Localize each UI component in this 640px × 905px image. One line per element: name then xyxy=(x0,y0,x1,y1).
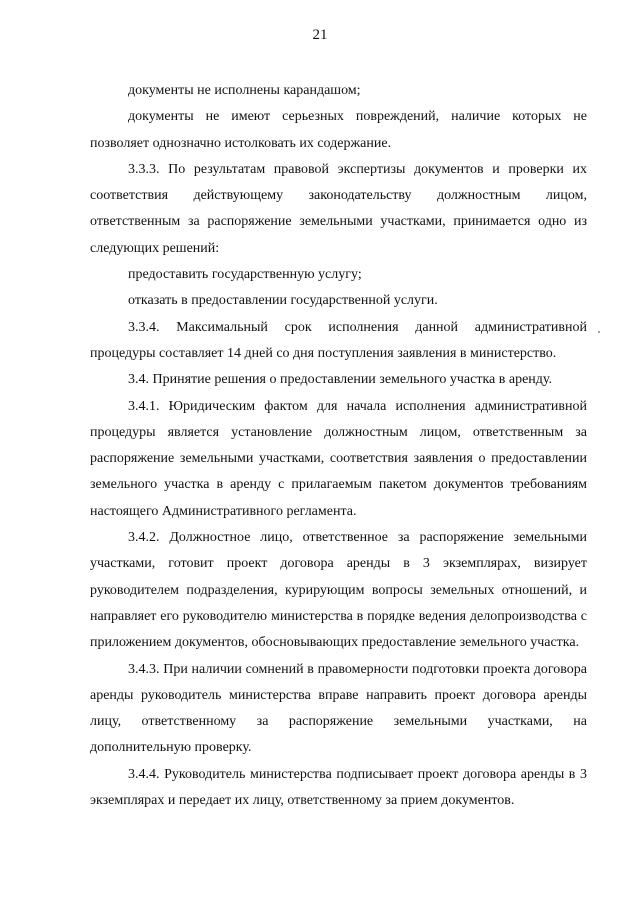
paragraph-3-4-3: 3.4.3. При наличии сомнений в правомерности подготовки проекта договора аренды руководитель министерства вправе направить проект договора аренды лицу, ответственному за распоряжение земельными участками, на дополнительную проверку. xyxy=(90,661,587,756)
document-body xyxy=(90,78,587,814)
paragraph-3-4-2: 3.4.2. Должностное лицо, ответственное за распоряжение земельными участками, готовит проект договора аренды в 3 экземплярах, визирует руководителем подразделения, курирующим вопросы земельных отношений, и направляет его руководителю министерства в порядке ведения делопроизводства с приложением документов, обосновывающих предоставление земельного участка. xyxy=(90,530,587,651)
scan-speck xyxy=(598,331,600,333)
paragraph-item-not-pencil: документы не исполнены карандашом; xyxy=(128,83,361,98)
paragraph-item-no-damage: документы не имеют серьезных повреждений, наличие которых не позволяет однозначно истолковать их содержание. xyxy=(90,109,587,151)
paragraph-3-3-4: 3.3.4. Максимальный срок исполнения данной административной процедуры составляет 14 дней со дня поступления заявления в министерство. xyxy=(90,319,587,361)
paragraph-3-3-3: 3.3.3. По результатам правовой экспертизы документов и проверки их соответствия действующему законодательству должностным лицом, ответственным за распоряжение земельными участками, принимается одно из следующих решений: xyxy=(90,161,587,256)
paragraph-3-4-heading: 3.4. Принятие решения о предоставлении земельного участка в аренду. xyxy=(128,372,553,388)
paragraph-decision-grant: предоставить государственную услугу; xyxy=(128,267,362,283)
paragraph-decision-refuse: отказать в предоставлении государственной услуги. xyxy=(128,293,438,309)
paragraph-3-4-4: 3.4.4. Руководитель министерства подписывает проект договора аренды в 3 экземплярах и передает их лицу, ответственному за прием документов. xyxy=(90,766,587,809)
paragraph-3-4-1: 3.4.1. Юридическим фактом для начала исполнения административной процедуры является установление должностным лицом, ответственным за распоряжение земельными участками, соответствия заявления о предоставлении земельного участка в аренду с прилагаемым пакетом документов требованиям настоящего Административного регламента. xyxy=(90,398,587,519)
page-number: 21 xyxy=(312,27,328,43)
